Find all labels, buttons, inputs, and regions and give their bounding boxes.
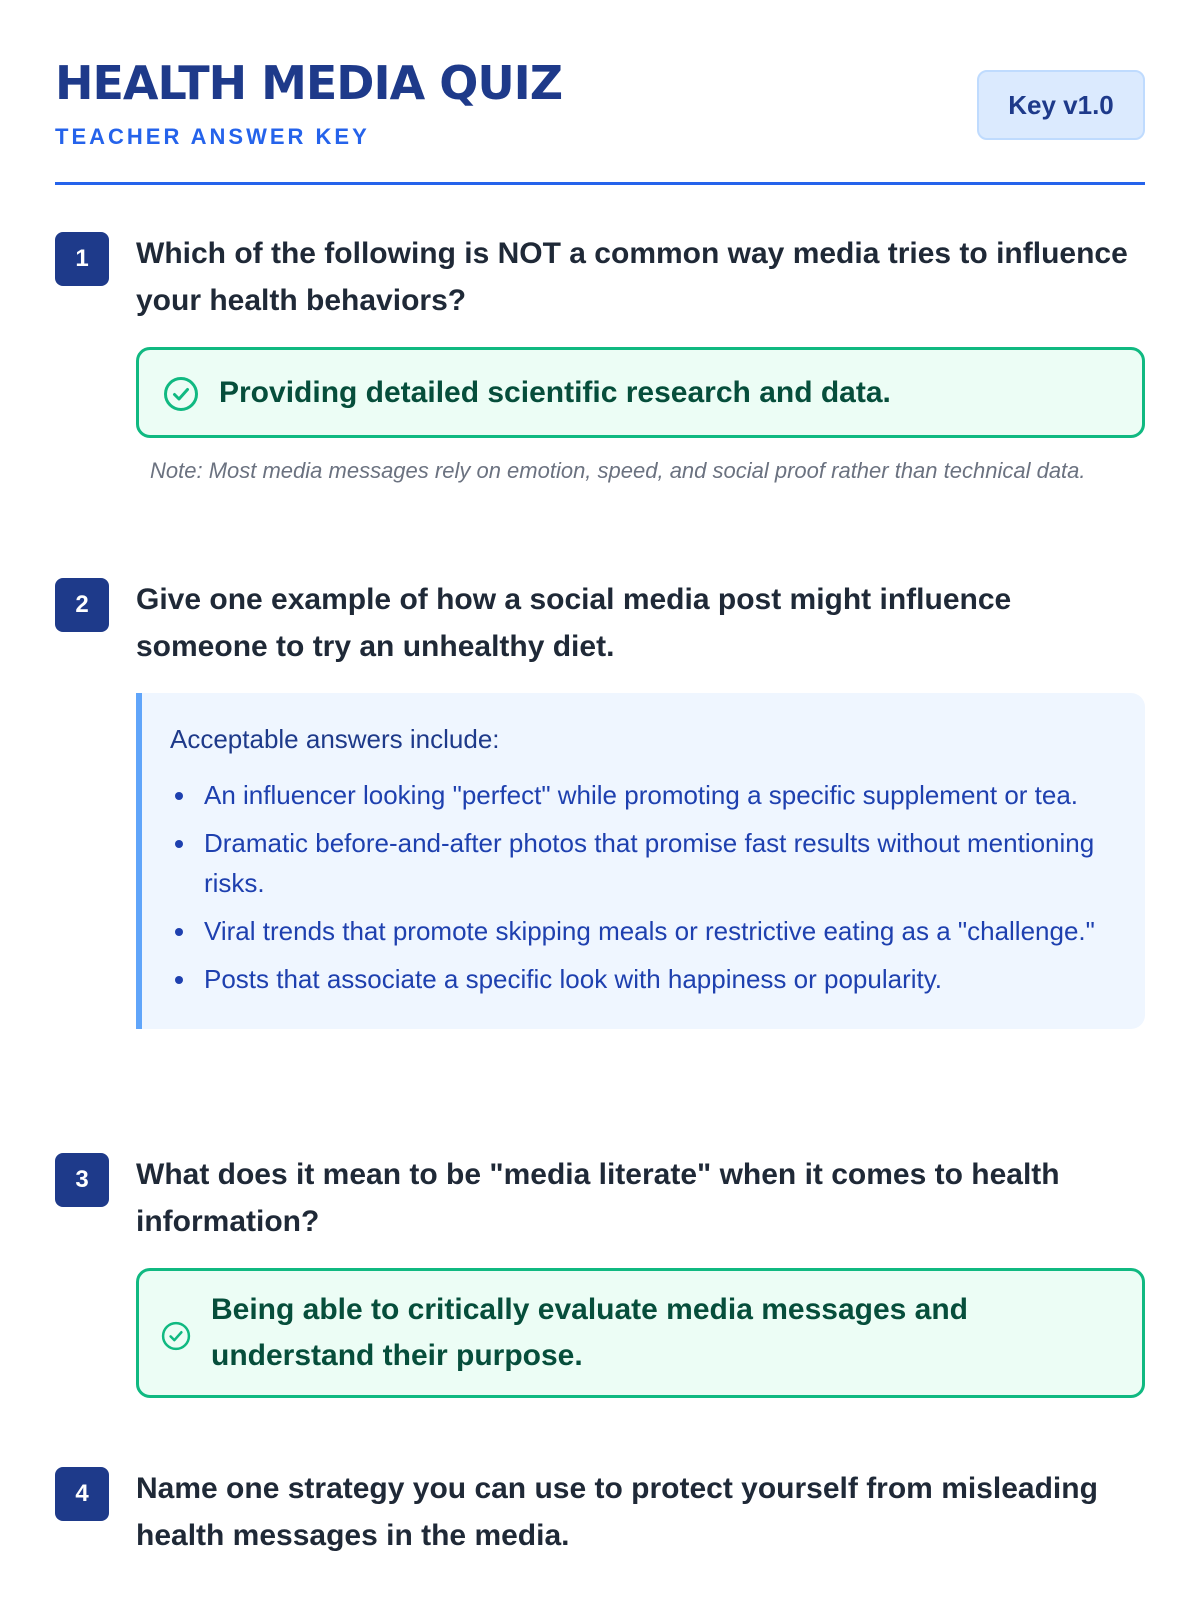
answer-note: Note: Most media messages rely on emotion, speed, and social proof rather than technical data. <box>150 458 1086 483</box>
correct-answer-text: Providing detailed scientific research and data. <box>219 376 891 409</box>
acceptable-answers-intro: Acceptable answers include: <box>170 724 500 754</box>
question-text: Name one strategy you can use to protect yourself from misleading health messages in the media. <box>136 1472 1098 1552</box>
list-item: An influencer looking "perfect" while promoting a specific supplement or tea. <box>170 775 1117 815</box>
list-item: Posts that associate a specific look with happiness or popularity. <box>170 959 1117 999</box>
correct-answer-text: Being able to critically evaluate media messages and understand their purpose. <box>211 1293 968 1372</box>
acceptable-answers-box <box>136 693 1145 1029</box>
page-subtitle: TEACHER ANSWER KEY <box>55 124 370 149</box>
check-circle-icon <box>161 1321 191 1351</box>
correct-answer-box <box>136 1268 1145 1398</box>
question-3 <box>55 1153 1145 1398</box>
question-1 <box>55 232 1145 487</box>
question-number: 3 <box>55 1153 109 1207</box>
acceptable-answers-list <box>170 775 1117 999</box>
page-title: HEALTH MEDIA QUIZ <box>55 56 563 110</box>
correct-answer-box <box>136 347 1145 438</box>
question-number: 4 <box>55 1467 109 1521</box>
version-badge: Key v1.0 <box>977 70 1145 140</box>
list-item: Dramatic before-and-after photos that promise fast results without mentioning risks. <box>170 823 1117 903</box>
question-text: What does it mean to be "media literate" when it comes to health information? <box>136 1158 1060 1238</box>
check-circle-icon <box>163 376 199 412</box>
question-number: 1 <box>55 232 109 286</box>
question-4 <box>55 1467 1145 1559</box>
list-item: Viral trends that promote skipping meals or restrictive eating as a "challenge." <box>170 911 1117 951</box>
question-text: Which of the following is NOT a common way media tries to influence your health behaviors? <box>136 237 1128 317</box>
question-2 <box>55 578 1145 1029</box>
page-header <box>55 0 1145 185</box>
question-text: Give one example of how a social media post might influence someone to try an unhealthy diet. <box>136 583 1012 663</box>
question-number: 2 <box>55 578 109 632</box>
